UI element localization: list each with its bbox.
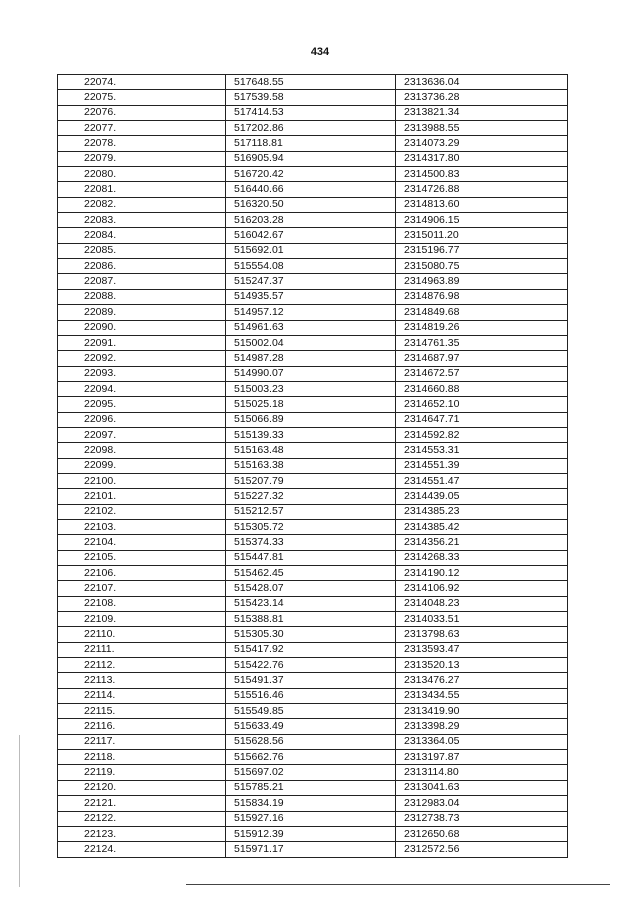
y-coordinate-cell: 2315011.20 bbox=[396, 228, 568, 243]
x-coordinate-cell: 515374.33 bbox=[226, 535, 396, 550]
y-coordinate-cell: 2314876.98 bbox=[396, 289, 568, 304]
x-coordinate-cell: 515207.79 bbox=[226, 473, 396, 488]
table-row bbox=[58, 811, 568, 826]
x-coordinate-cell: 516720.42 bbox=[226, 167, 396, 182]
x-coordinate-cell: 515692.01 bbox=[226, 243, 396, 258]
y-coordinate-cell: 2313520.13 bbox=[396, 658, 568, 673]
footer-rule bbox=[186, 884, 610, 885]
table-row bbox=[58, 335, 568, 350]
table-row bbox=[58, 443, 568, 458]
x-coordinate-cell: 515227.32 bbox=[226, 489, 396, 504]
x-coordinate-cell: 517414.53 bbox=[226, 105, 396, 120]
table-row bbox=[58, 535, 568, 550]
y-coordinate-cell: 2314660.88 bbox=[396, 381, 568, 396]
point-number-cell: 22083. bbox=[58, 213, 226, 228]
x-coordinate-cell: 515912.39 bbox=[226, 826, 396, 841]
table-row bbox=[58, 688, 568, 703]
x-coordinate-cell: 516042.67 bbox=[226, 228, 396, 243]
x-coordinate-cell: 514935.57 bbox=[226, 289, 396, 304]
x-coordinate-cell: 517118.81 bbox=[226, 136, 396, 151]
y-coordinate-cell: 2313798.63 bbox=[396, 627, 568, 642]
point-number-cell: 22074. bbox=[58, 75, 226, 90]
table-row bbox=[58, 167, 568, 182]
x-coordinate-cell: 514961.63 bbox=[226, 320, 396, 335]
y-coordinate-cell: 2314385.42 bbox=[396, 519, 568, 534]
point-number-cell: 22082. bbox=[58, 197, 226, 212]
y-coordinate-cell: 2313593.47 bbox=[396, 642, 568, 657]
y-coordinate-cell: 2314672.57 bbox=[396, 366, 568, 381]
point-number-cell: 22090. bbox=[58, 320, 226, 335]
y-coordinate-cell: 2314906.15 bbox=[396, 213, 568, 228]
x-coordinate-cell: 515388.81 bbox=[226, 612, 396, 627]
table-row bbox=[58, 397, 568, 412]
y-coordinate-cell: 2314073.29 bbox=[396, 136, 568, 151]
table-row bbox=[58, 581, 568, 596]
table-row bbox=[58, 750, 568, 765]
y-coordinate-cell: 2313476.27 bbox=[396, 673, 568, 688]
point-number-cell: 22086. bbox=[58, 259, 226, 274]
x-coordinate-cell: 515628.56 bbox=[226, 734, 396, 749]
y-coordinate-cell: 2313636.04 bbox=[396, 75, 568, 90]
x-coordinate-cell: 515662.76 bbox=[226, 750, 396, 765]
coordinate-table-body bbox=[58, 75, 568, 858]
y-coordinate-cell: 2312983.04 bbox=[396, 796, 568, 811]
point-number-cell: 22095. bbox=[58, 397, 226, 412]
y-coordinate-cell: 2315080.75 bbox=[396, 259, 568, 274]
point-number-cell: 22118. bbox=[58, 750, 226, 765]
point-number-cell: 22113. bbox=[58, 673, 226, 688]
point-number-cell: 22122. bbox=[58, 811, 226, 826]
x-coordinate-cell: 515305.72 bbox=[226, 519, 396, 534]
table-row bbox=[58, 504, 568, 519]
table-row bbox=[58, 90, 568, 105]
y-coordinate-cell: 2314048.23 bbox=[396, 596, 568, 611]
table-row bbox=[58, 427, 568, 442]
y-coordinate-cell: 2314268.33 bbox=[396, 550, 568, 565]
table-row bbox=[58, 780, 568, 795]
y-coordinate-cell: 2313364.05 bbox=[396, 734, 568, 749]
point-number-cell: 22102. bbox=[58, 504, 226, 519]
x-coordinate-cell: 515305.30 bbox=[226, 627, 396, 642]
table-row bbox=[58, 550, 568, 565]
y-coordinate-cell: 2313398.29 bbox=[396, 719, 568, 734]
point-number-cell: 22087. bbox=[58, 274, 226, 289]
x-coordinate-cell: 515003.23 bbox=[226, 381, 396, 396]
point-number-cell: 22091. bbox=[58, 335, 226, 350]
y-coordinate-cell: 2314551.39 bbox=[396, 458, 568, 473]
table-row bbox=[58, 596, 568, 611]
table-row bbox=[58, 519, 568, 534]
point-number-cell: 22116. bbox=[58, 719, 226, 734]
point-number-cell: 22106. bbox=[58, 566, 226, 581]
x-coordinate-cell: 515212.57 bbox=[226, 504, 396, 519]
y-coordinate-cell: 2314356.21 bbox=[396, 535, 568, 550]
x-coordinate-cell: 515428.07 bbox=[226, 581, 396, 596]
point-number-cell: 22124. bbox=[58, 842, 226, 857]
x-coordinate-cell: 515549.85 bbox=[226, 704, 396, 719]
table-row bbox=[58, 136, 568, 151]
table-row bbox=[58, 473, 568, 488]
point-number-cell: 22075. bbox=[58, 90, 226, 105]
point-number-cell: 22077. bbox=[58, 121, 226, 136]
x-coordinate-cell: 515516.46 bbox=[226, 688, 396, 703]
point-number-cell: 22103. bbox=[58, 519, 226, 534]
x-coordinate-cell: 516905.94 bbox=[226, 151, 396, 166]
x-coordinate-cell: 515025.18 bbox=[226, 397, 396, 412]
point-number-cell: 22085. bbox=[58, 243, 226, 258]
point-number-cell: 22078. bbox=[58, 136, 226, 151]
point-number-cell: 22076. bbox=[58, 105, 226, 120]
point-number-cell: 22101. bbox=[58, 489, 226, 504]
x-coordinate-cell: 515417.92 bbox=[226, 642, 396, 657]
y-coordinate-cell: 2314647.71 bbox=[396, 412, 568, 427]
point-number-cell: 22080. bbox=[58, 167, 226, 182]
y-coordinate-cell: 2314592.82 bbox=[396, 427, 568, 442]
x-coordinate-cell: 515697.02 bbox=[226, 765, 396, 780]
y-coordinate-cell: 2314317.80 bbox=[396, 151, 568, 166]
point-number-cell: 22115. bbox=[58, 704, 226, 719]
point-number-cell: 22119. bbox=[58, 765, 226, 780]
y-coordinate-cell: 2314385.23 bbox=[396, 504, 568, 519]
x-coordinate-cell: 515163.38 bbox=[226, 458, 396, 473]
y-coordinate-cell: 2312572.56 bbox=[396, 842, 568, 857]
point-number-cell: 22112. bbox=[58, 658, 226, 673]
y-coordinate-cell: 2312650.68 bbox=[396, 826, 568, 841]
table-row bbox=[58, 105, 568, 120]
x-coordinate-cell: 515066.89 bbox=[226, 412, 396, 427]
table-row bbox=[58, 259, 568, 274]
x-coordinate-cell: 515971.17 bbox=[226, 842, 396, 857]
table-row bbox=[58, 381, 568, 396]
table-row bbox=[58, 642, 568, 657]
table-row bbox=[58, 627, 568, 642]
x-coordinate-cell: 515247.37 bbox=[226, 274, 396, 289]
point-number-cell: 22079. bbox=[58, 151, 226, 166]
y-coordinate-cell: 2314190.12 bbox=[396, 566, 568, 581]
x-coordinate-cell: 515002.04 bbox=[226, 335, 396, 350]
table-row bbox=[58, 197, 568, 212]
y-coordinate-cell: 2315196.77 bbox=[396, 243, 568, 258]
table-row bbox=[58, 274, 568, 289]
x-coordinate-cell: 515491.37 bbox=[226, 673, 396, 688]
table-row bbox=[58, 75, 568, 90]
table-row bbox=[58, 366, 568, 381]
x-coordinate-cell: 515423.14 bbox=[226, 596, 396, 611]
point-number-cell: 22104. bbox=[58, 535, 226, 550]
x-coordinate-cell: 514990.07 bbox=[226, 366, 396, 381]
point-number-cell: 22084. bbox=[58, 228, 226, 243]
point-number-cell: 22111. bbox=[58, 642, 226, 657]
table-row bbox=[58, 658, 568, 673]
point-number-cell: 22098. bbox=[58, 443, 226, 458]
x-coordinate-cell: 515447.81 bbox=[226, 550, 396, 565]
y-coordinate-cell: 2314963.89 bbox=[396, 274, 568, 289]
point-number-cell: 22094. bbox=[58, 381, 226, 396]
x-coordinate-cell: 515785.21 bbox=[226, 780, 396, 795]
y-coordinate-cell: 2314551.47 bbox=[396, 473, 568, 488]
x-coordinate-cell: 514957.12 bbox=[226, 305, 396, 320]
table-row bbox=[58, 305, 568, 320]
page-number: 434 bbox=[310, 46, 330, 58]
table-row bbox=[58, 842, 568, 857]
x-coordinate-cell: 514987.28 bbox=[226, 351, 396, 366]
table-row bbox=[58, 734, 568, 749]
point-number-cell: 22100. bbox=[58, 473, 226, 488]
table-row bbox=[58, 213, 568, 228]
y-coordinate-cell: 2314439.05 bbox=[396, 489, 568, 504]
table-row bbox=[58, 765, 568, 780]
y-coordinate-cell: 2314652.10 bbox=[396, 397, 568, 412]
table-row bbox=[58, 228, 568, 243]
table-row bbox=[58, 826, 568, 841]
y-coordinate-cell: 2314106.92 bbox=[396, 581, 568, 596]
point-number-cell: 22110. bbox=[58, 627, 226, 642]
x-coordinate-cell: 515633.49 bbox=[226, 719, 396, 734]
point-number-cell: 22097. bbox=[58, 427, 226, 442]
y-coordinate-cell: 2314687.97 bbox=[396, 351, 568, 366]
table-row bbox=[58, 121, 568, 136]
point-number-cell: 22108. bbox=[58, 596, 226, 611]
y-coordinate-cell: 2314849.68 bbox=[396, 305, 568, 320]
table-row bbox=[58, 351, 568, 366]
x-coordinate-cell: 515139.33 bbox=[226, 427, 396, 442]
y-coordinate-cell: 2314033.51 bbox=[396, 612, 568, 627]
table-row bbox=[58, 320, 568, 335]
x-coordinate-cell: 515462.45 bbox=[226, 566, 396, 581]
table-row bbox=[58, 182, 568, 197]
point-number-cell: 22096. bbox=[58, 412, 226, 427]
point-number-cell: 22121. bbox=[58, 796, 226, 811]
y-coordinate-cell: 2313419.90 bbox=[396, 704, 568, 719]
y-coordinate-cell: 2313114.80 bbox=[396, 765, 568, 780]
point-number-cell: 22109. bbox=[58, 612, 226, 627]
point-number-cell: 22089. bbox=[58, 305, 226, 320]
y-coordinate-cell: 2314819.26 bbox=[396, 320, 568, 335]
table-row bbox=[58, 489, 568, 504]
y-coordinate-cell: 2314553.31 bbox=[396, 443, 568, 458]
y-coordinate-cell: 2314726.88 bbox=[396, 182, 568, 197]
y-coordinate-cell: 2313736.28 bbox=[396, 90, 568, 105]
table-row bbox=[58, 719, 568, 734]
x-coordinate-cell: 515834.19 bbox=[226, 796, 396, 811]
y-coordinate-cell: 2314500.83 bbox=[396, 167, 568, 182]
point-number-cell: 22107. bbox=[58, 581, 226, 596]
table-row bbox=[58, 458, 568, 473]
table-row bbox=[58, 796, 568, 811]
x-coordinate-cell: 515163.48 bbox=[226, 443, 396, 458]
table-row bbox=[58, 412, 568, 427]
table-row bbox=[58, 566, 568, 581]
x-coordinate-cell: 517202.86 bbox=[226, 121, 396, 136]
point-number-cell: 22088. bbox=[58, 289, 226, 304]
table-row bbox=[58, 704, 568, 719]
point-number-cell: 22120. bbox=[58, 780, 226, 795]
x-coordinate-cell: 517539.58 bbox=[226, 90, 396, 105]
x-coordinate-cell: 515927.16 bbox=[226, 811, 396, 826]
point-number-cell: 22117. bbox=[58, 734, 226, 749]
y-coordinate-cell: 2313197.87 bbox=[396, 750, 568, 765]
x-coordinate-cell: 516203.28 bbox=[226, 213, 396, 228]
x-coordinate-cell: 515554.08 bbox=[226, 259, 396, 274]
point-number-cell: 22105. bbox=[58, 550, 226, 565]
table-row bbox=[58, 151, 568, 166]
table-row bbox=[58, 612, 568, 627]
point-number-cell: 22081. bbox=[58, 182, 226, 197]
point-number-cell: 22123. bbox=[58, 826, 226, 841]
x-coordinate-cell: 516440.66 bbox=[226, 182, 396, 197]
x-coordinate-cell: 516320.50 bbox=[226, 197, 396, 212]
scan-edge-line bbox=[19, 735, 20, 887]
y-coordinate-cell: 2314761.35 bbox=[396, 335, 568, 350]
y-coordinate-cell: 2313041.63 bbox=[396, 780, 568, 795]
table-row bbox=[58, 243, 568, 258]
point-number-cell: 22092. bbox=[58, 351, 226, 366]
point-number-cell: 22099. bbox=[58, 458, 226, 473]
y-coordinate-cell: 2312738.73 bbox=[396, 811, 568, 826]
y-coordinate-cell: 2313988.55 bbox=[396, 121, 568, 136]
y-coordinate-cell: 2314813.60 bbox=[396, 197, 568, 212]
point-number-cell: 22093. bbox=[58, 366, 226, 381]
coordinate-table bbox=[57, 74, 568, 858]
table-row bbox=[58, 673, 568, 688]
y-coordinate-cell: 2313434.55 bbox=[396, 688, 568, 703]
point-number-cell: 22114. bbox=[58, 688, 226, 703]
x-coordinate-cell: 515422.76 bbox=[226, 658, 396, 673]
x-coordinate-cell: 517648.55 bbox=[226, 75, 396, 90]
table-row bbox=[58, 289, 568, 304]
y-coordinate-cell: 2313821.34 bbox=[396, 105, 568, 120]
